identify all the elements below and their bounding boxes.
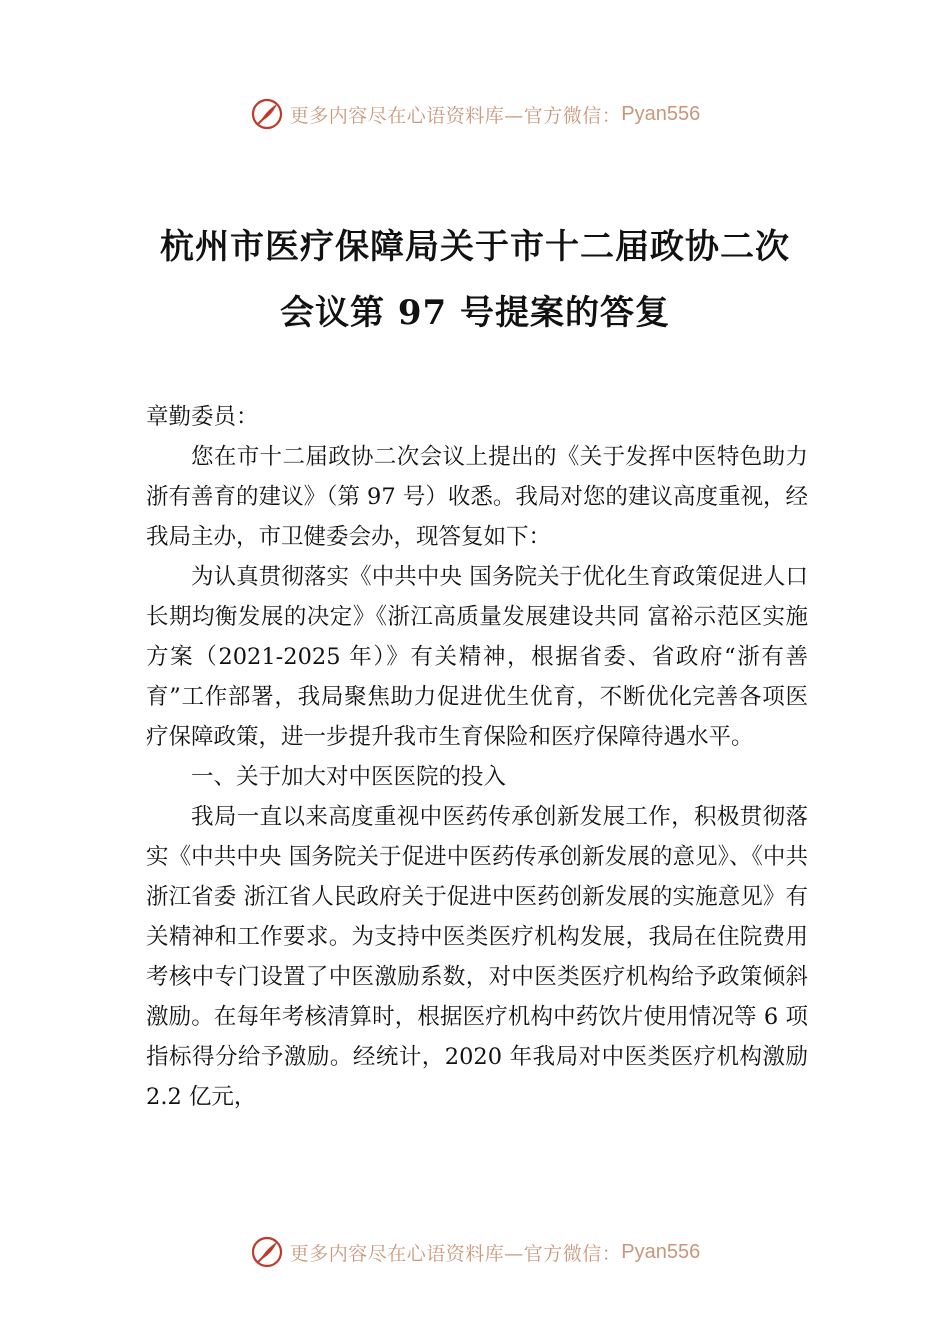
section-heading: 一、关于加大对中医医院的投入 xyxy=(191,764,507,790)
quill-logo-icon xyxy=(250,1235,284,1269)
title-line-2: 会议第 97 号提案的答复 xyxy=(280,293,670,333)
watermark-text: 更多内容尽在心语资料库—官方微信： xyxy=(289,104,622,127)
paragraph: 为认真贯彻落实《中共中央 国务院关于优化生育政策促进人口长期均衡发展的决定》《浙江高质量发展建设共同 富裕示范区实施方案（2021-2025 年）》有关精神，根据省委、省政府“浙有善育”工作部署，我局聚焦助力促进优生优育，不断优化完善各项医疗保障政策，进一步提升我市生育保险和医疗保障待遇水平。 xyxy=(146,564,808,750)
paragraph: 您在市十二届政协二次会议上提出的《关于发挥中医特色助力浙有善育的建议》（第 97 号）收悉。我局对您的建议高度重视，经我局主办，市卫健委会办，现答复如下： xyxy=(146,444,808,550)
quill-logo-icon xyxy=(250,97,284,131)
watermark-wechat-id: Pyan556 xyxy=(621,102,701,125)
watermark-header xyxy=(0,94,950,134)
watermark-footer xyxy=(0,1232,950,1272)
document-body xyxy=(146,397,808,1117)
salutation: 章勤委员： xyxy=(146,404,259,430)
watermark-wechat-id: Pyan556 xyxy=(621,1240,701,1263)
title-line-1: 杭州市医疗保障局关于市十二届政协二次 xyxy=(160,227,790,267)
paragraph: 我局一直以来高度重视中医药传承创新发展工作，积极贯彻落实《中共中央 国务院关于促进中医药传承创新发展的意见》、《中共浙江省委 浙江省人民政府关于促进中医药创新发展的实施意见》有关精神和工作要求。为支持中医类医疗机构发展，我局在住院费用考核中专门设置了中医激励系数，对中医类医疗机构给予政策倾斜激励。在每年考核清算时，根据医疗机构中药饮片使用情况等 6 项指标得分给予激励。经统计，2020 年我局对中医类医疗机构激励 2.2 亿元， xyxy=(146,804,808,1110)
document-title xyxy=(0,214,950,346)
watermark-text: 更多内容尽在心语资料库—官方微信： xyxy=(289,1242,622,1265)
